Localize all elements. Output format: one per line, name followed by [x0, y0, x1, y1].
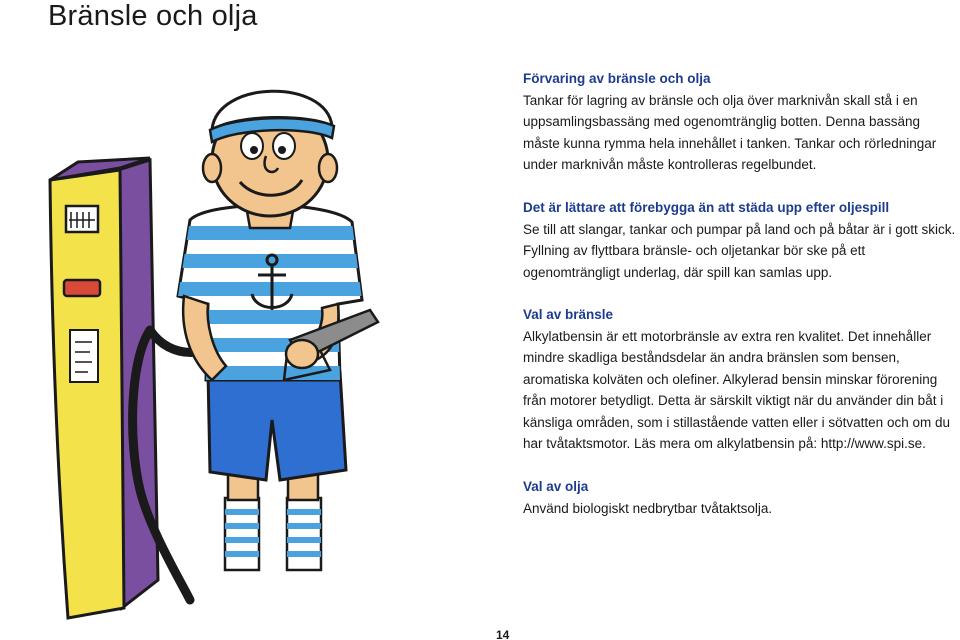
section-body: Alkylatbensin är ett motorbränsle av extra ren kvalitet. Det innehåller mindre skadliga beståndsdelar än andra bränslen som bensen, aromatiska kolväten och olefiner. Alkylerad bensin minskar förorening från motorer betydligt. Detta är särskilt viktigt när du använder din båt i känsliga områden, som i stillastående vatten eller i sötvatten och om du har tvåtaktsmotor. Läs mera om alkylatbensin på: http://www.spi.se.	[523, 328, 950, 451]
page-number: 14	[496, 628, 510, 640]
left-sock	[225, 498, 259, 570]
pump-label	[70, 330, 98, 382]
section-fuel-choice	[523, 304, 960, 455]
section-body: Tankar för lagring av bränsle och olja över marknivån skall stå i en uppsamlingsbassäng med ogenomtränglig botten. Denna bassäng måste kunna rymma hela innehållet i tanken. Tankar och rörledningar under marknivån måste kontrolleras regelbundet.	[523, 92, 937, 172]
section-storage	[523, 68, 960, 176]
section-heading: Val av olja	[523, 479, 589, 494]
section-prevention	[523, 197, 960, 283]
section-body: Se till att slangar, tankar och pumpar på land och på båtar är i gott skick. Fyllning av flyttbara bränsle- och oljetankar bör ske på ett ogenomträngligt underlag, där spill kan samlas upp.	[523, 221, 956, 280]
fuel-pump	[50, 158, 158, 618]
page-title: Bränsle och olja	[48, 0, 258, 32]
section-body: Använd biologiskt nedbrytbar tvåtaktsolja.	[523, 500, 773, 516]
sailor	[170, 91, 378, 570]
hand	[286, 340, 318, 368]
sailor-fuel-pump-illustration	[40, 60, 420, 620]
pump-display	[64, 280, 100, 296]
section-heading: Val av bränsle	[523, 307, 614, 322]
section-heading: Förvaring av bränsle och olja	[523, 71, 711, 86]
fuel-pump-front	[50, 170, 124, 618]
section-heading: Det är lättare att förebygga än att städa upp efter oljespill	[523, 200, 890, 215]
shorts	[208, 372, 346, 480]
section-oil-choice	[523, 476, 960, 519]
right-sock	[287, 498, 321, 570]
